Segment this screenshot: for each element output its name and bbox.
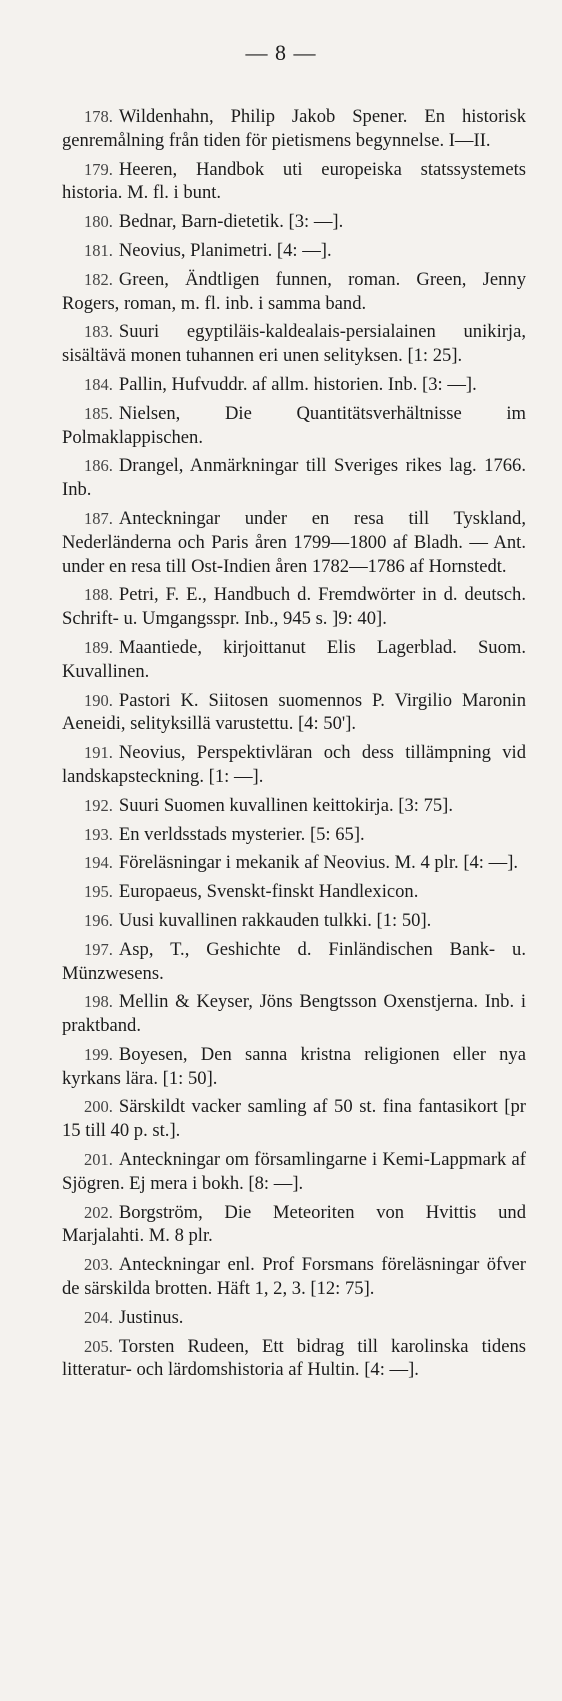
entry-number: 182. <box>84 269 113 289</box>
entry-number: 185. <box>84 403 113 423</box>
entry-text: Pastori K. Siitosen suomennos P. Virgilio Maronin Aeneidi, selityksillä varustettu. [4: 50']. <box>62 689 526 735</box>
entry-text: Särskildt vacker samling af 50 st. fina fantasikort [pr 15 till 40 p. st.]. <box>62 1096 526 1142</box>
entry-number: 202. <box>84 1202 113 1222</box>
entry-number: 203. <box>84 1255 113 1275</box>
catalog-entry <box>62 1095 526 1143</box>
catalog-entry <box>62 636 526 684</box>
entry-text: Neovius, Perspektivläran och dess tillämpning vid landskapsteckning. [1: —]. <box>62 742 526 787</box>
catalog-entry <box>62 320 526 368</box>
entry-number: 195. <box>84 882 113 902</box>
catalog-entry <box>62 402 526 450</box>
entry-text: Justinus. <box>118 1306 184 1328</box>
entry-number: 189. <box>84 637 113 657</box>
entry-text: Uusi kuvallinen rakkauden tulkki. [1: 50]. <box>118 909 432 931</box>
catalog-entry <box>62 268 526 316</box>
entry-text: Petri, F. E., Handbuch d. Fremdwörter in d. deutsch. Schrift- u. Umgangsspr. Inb., 945 s. ]9: 40]. <box>62 584 526 630</box>
catalog-entry <box>62 689 526 737</box>
entry-number: 196. <box>84 910 113 930</box>
entry-number: 179. <box>84 159 113 179</box>
catalog-entry <box>62 454 526 502</box>
catalog-entry <box>62 105 526 153</box>
catalog-entry <box>62 210 526 234</box>
catalog-entry <box>62 990 526 1038</box>
catalog-entry <box>62 1201 526 1249</box>
catalog-entry <box>62 1253 526 1301</box>
entry-number: 188. <box>84 585 113 605</box>
entry-text: Borgström, Die Meteoriten von Hvittis und Marjalahti. M. 8 plr. <box>62 1201 526 1247</box>
entry-number: 199. <box>84 1044 113 1064</box>
entry-text: Bednar, Barn-dietetik. [3: —]. <box>118 211 344 233</box>
entry-text: Maantiede, kirjoittanut Elis Lagerblad. Suom. Kuvallinen. <box>62 636 526 682</box>
entry-text: Föreläsningar i mekanik af Neovius. M. 4 plr. [4: —]. <box>118 852 519 874</box>
catalog-entry <box>62 741 526 789</box>
entry-text: Wildenhahn, Philip Jakob Spener. En historisk genremålning från tiden för pietismens begynnelse. I—II. <box>62 106 526 151</box>
entry-number: 184. <box>84 374 113 394</box>
catalog-entry <box>62 880 526 904</box>
entry-number: 178. <box>84 107 113 126</box>
entry-text: Anteckningar under en resa till Tyskland, Nederländerna och Paris åren 1799—1800 af Bladh. — Ant. under en resa till Ost-Indien åren 1782—1786 af Hornstedt. <box>62 507 526 577</box>
entry-text: Heeren, Handbok uti europeiska statssystemets historia. M. fl. i bunt. <box>62 158 526 204</box>
entry-text: En verldsstads mysterier. [5: 65]. <box>118 823 365 845</box>
catalog-entry <box>62 823 526 847</box>
catalog-entry <box>62 158 526 206</box>
entry-number: 191. <box>84 743 113 763</box>
entry-text: Anteckningar enl. Prof Forsmans föreläsningar öfver de särskilda brotten. Häft 1, 2, 3. [12: 75]. <box>62 1254 526 1300</box>
entry-text: Anteckningar om församlingarne i Kemi-Lappmark af Sjögren. Ej mera i bokh. [8: —]. <box>62 1149 526 1194</box>
entry-number: 204. <box>84 1307 113 1327</box>
entry-text: Nielsen, Die Quantitätsverhältnisse im Polmaklappischen. <box>62 402 526 448</box>
entry-text: Green, Ändtligen funnen, roman. Green, Jenny Rogers, roman, m. fl. inb. i samma band. <box>62 268 526 314</box>
entry-number: 197. <box>84 939 113 959</box>
catalog-entry <box>62 583 526 631</box>
entry-text: Boyesen, Den sanna kristna religionen eller nya kyrkans lära. [1: 50]. <box>62 1043 526 1089</box>
page-number: — 8 — <box>245 40 317 65</box>
entry-number: 190. <box>84 690 113 710</box>
entry-number: 200. <box>84 1097 113 1117</box>
catalog-entry <box>62 1306 526 1330</box>
catalog-entry <box>62 507 526 578</box>
entry-number: 186. <box>84 456 113 476</box>
entry-text: Pallin, Hufvuddr. af allm. historien. Inb. [3: —]. <box>118 373 477 395</box>
entry-text: Suuri Suomen kuvallinen keittokirja. [3: 75]. <box>118 794 453 816</box>
entry-text: Mellin & Keyser, Jöns Bengtsson Oxenstjerna. Inb. i praktband. <box>62 991 526 1037</box>
entry-number: 194. <box>84 853 113 873</box>
catalog-entry <box>62 373 526 397</box>
entry-text: Suuri egyptiläis-kaldealais-persialainen unikirja, sisältävä monen tuhannen eri unen selityksen. [1: 25]. <box>62 321 526 367</box>
catalog-entry <box>62 938 526 986</box>
entry-number: 205. <box>84 1336 113 1356</box>
entry-number: 201. <box>84 1150 113 1170</box>
catalog-entry <box>62 1043 526 1091</box>
entry-number: 181. <box>84 240 113 260</box>
entry-text: Europaeus, Svenskt-finskt Handlexicon. <box>118 881 419 903</box>
entry-number: 183. <box>84 322 113 342</box>
catalog-entry <box>62 239 526 263</box>
entry-text: Asp, T., Geshichte d. Finländischen Bank- u. Münzwesens. <box>62 938 526 984</box>
catalog-entry <box>62 794 526 818</box>
entry-number: 187. <box>84 508 113 528</box>
entry-number: 193. <box>84 824 113 844</box>
catalog-entry <box>62 851 526 875</box>
entry-text: Torsten Rudeen, Ett bidrag till karolinska tidens litteratur- och lärdomshistoria af Hultin. [4: —]. <box>62 1335 526 1381</box>
catalog-entry <box>62 1148 526 1196</box>
entry-number: 180. <box>84 212 113 232</box>
catalog-entry <box>62 909 526 933</box>
entry-text: Neovius, Planimetri. [4: —]. <box>118 239 332 261</box>
catalog-entry <box>62 1335 526 1383</box>
entry-list <box>62 105 526 1382</box>
entry-number: 198. <box>84 992 113 1012</box>
entry-text: Drangel, Anmärkningar till Sveriges rikes lag. 1766. Inb. <box>62 455 526 501</box>
entry-number: 192. <box>84 795 113 815</box>
